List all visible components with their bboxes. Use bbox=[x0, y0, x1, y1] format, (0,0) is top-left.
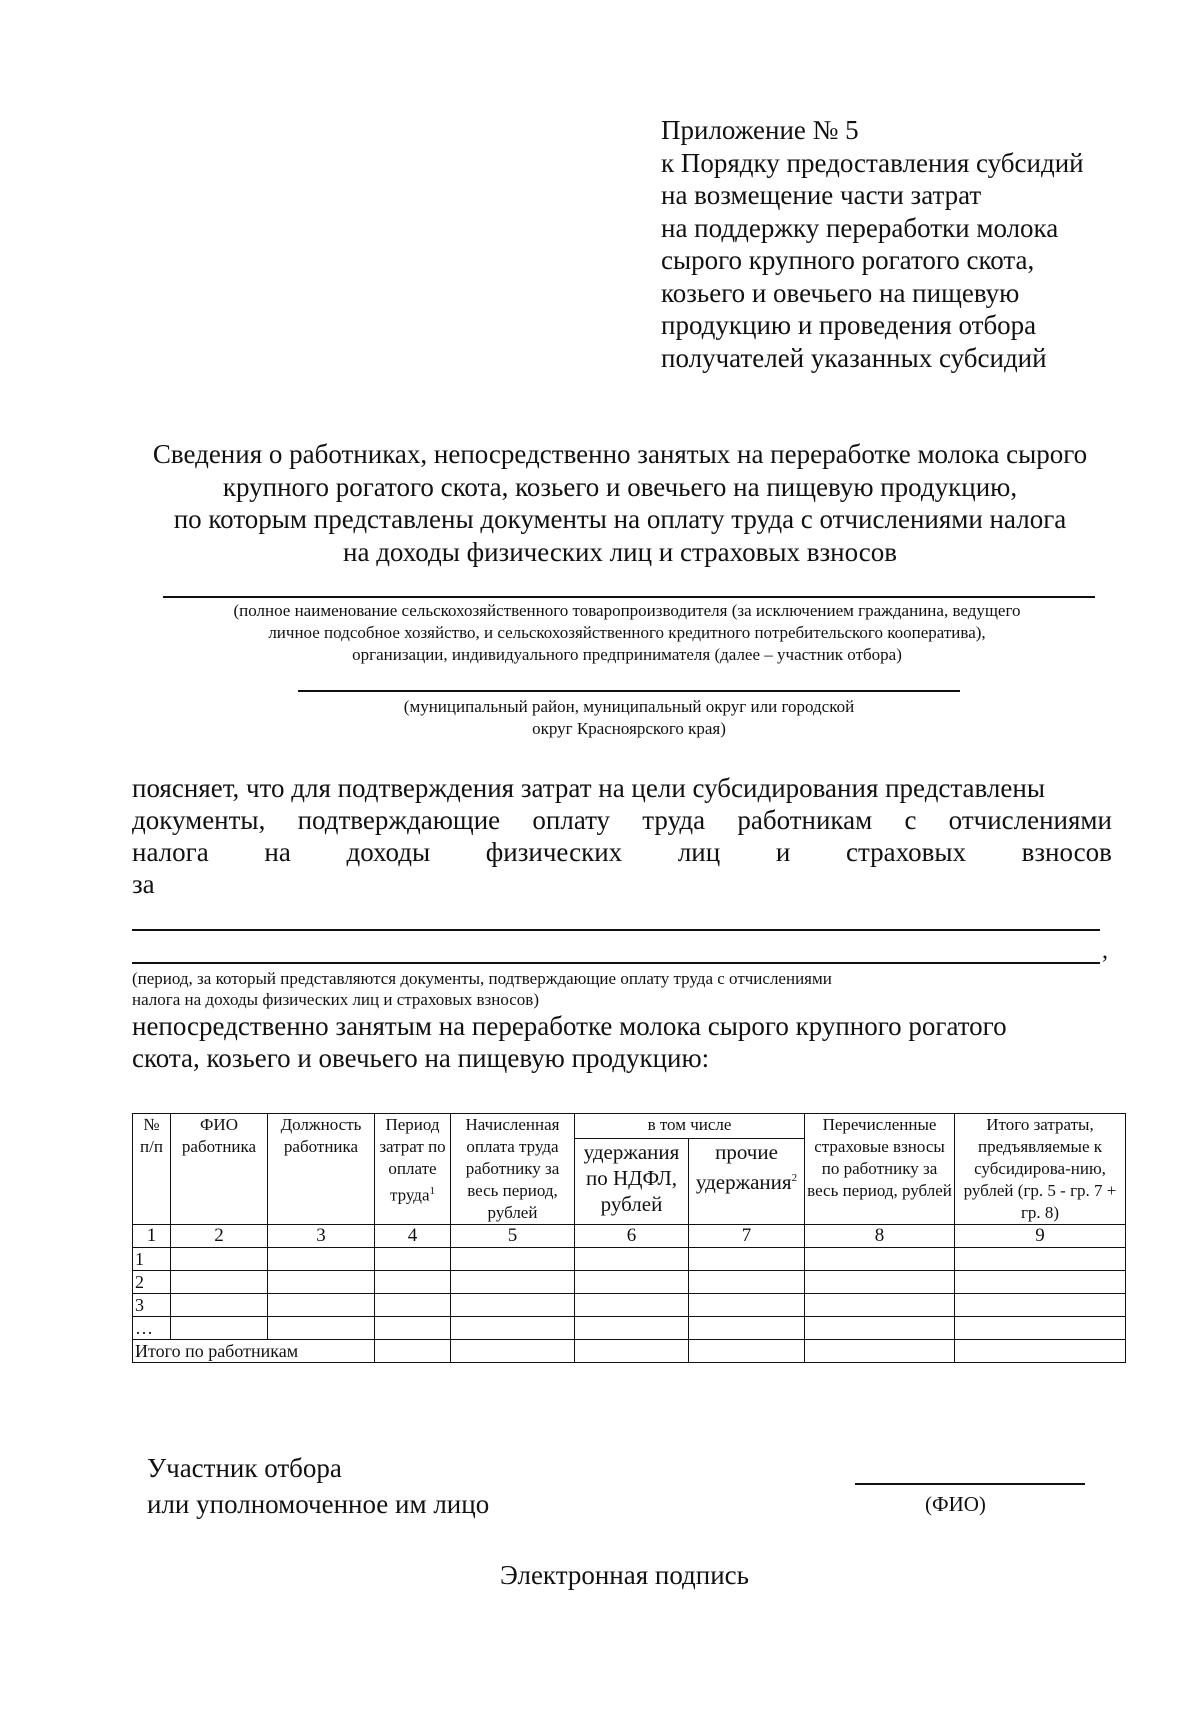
header-row bbox=[133, 1114, 1126, 1139]
municipality-note bbox=[298, 696, 960, 740]
column-number: 8 bbox=[805, 1225, 955, 1248]
participant-note bbox=[132, 600, 1122, 666]
table-cell[interactable] bbox=[805, 1271, 955, 1294]
table-cell[interactable] bbox=[171, 1317, 268, 1340]
table-cell[interactable] bbox=[575, 1317, 689, 1340]
row-number: 3 bbox=[133, 1294, 171, 1317]
word: документы, bbox=[132, 805, 266, 835]
electronic-signature: Электронная подпись bbox=[500, 1560, 749, 1590]
word: работникам bbox=[737, 805, 873, 835]
header-total: Итого затраты, предъявляемые к субсидирова-нию, рублей (гр. 5 - гр. 7 + гр. 8) bbox=[955, 1114, 1126, 1225]
table-cell[interactable] bbox=[575, 1271, 689, 1294]
fio-signature-line[interactable] bbox=[855, 1483, 1085, 1485]
appendix-line: на поддержку переработки молока bbox=[661, 212, 1059, 243]
paragraph-line: непосредственно занятым на переработке молока сырого крупного рогатого bbox=[132, 1011, 1007, 1041]
header-num: № п/п bbox=[133, 1114, 171, 1225]
signature-block bbox=[147, 1450, 489, 1522]
header-other bbox=[689, 1139, 805, 1225]
note-line bbox=[132, 968, 1114, 989]
table-cell[interactable] bbox=[171, 1294, 268, 1317]
word: отчислениями bbox=[948, 805, 1112, 835]
column-number-row bbox=[133, 1225, 1126, 1248]
word: лиц bbox=[677, 837, 721, 867]
table-cell[interactable] bbox=[575, 1340, 689, 1363]
table-cell[interactable] bbox=[955, 1271, 1126, 1294]
appendix-line: Приложение № 5 bbox=[661, 115, 859, 145]
table-cell[interactable] bbox=[689, 1294, 805, 1317]
paragraph-explains bbox=[132, 772, 1112, 900]
appendix-line: на возмещение части затрат bbox=[661, 180, 982, 210]
footnote-mark: 2 bbox=[791, 1172, 798, 1185]
header-ndfl: удержания по НДФЛ, рублей bbox=[575, 1139, 689, 1225]
appendix-line: продукцию и проведения отбора bbox=[661, 310, 1037, 340]
row-number: … bbox=[133, 1317, 171, 1340]
table-row bbox=[133, 1248, 1126, 1271]
appendix-header bbox=[661, 114, 1141, 374]
title-line: крупного рогатого скота, козьего и овечьего на пищевую продукцию, bbox=[222, 471, 1018, 502]
employees-table bbox=[132, 1113, 1126, 1363]
appendix-line: козьего и овечьего на пищевую bbox=[661, 277, 1020, 308]
table-cell[interactable] bbox=[268, 1317, 375, 1340]
table-cell[interactable] bbox=[451, 1248, 575, 1271]
note-line: налога на доходы физических лиц и страховых взносов) bbox=[132, 990, 539, 1009]
title-line: Сведения о работниках, непосредственно занятых на переработке молока сырого bbox=[152, 439, 1088, 469]
table-cell[interactable] bbox=[955, 1294, 1126, 1317]
paragraph-employed bbox=[132, 1010, 1112, 1074]
header-period-text: Период затрат по оплате труда bbox=[379, 1115, 446, 1205]
paragraph-line: скота, козьего и овечьего на пищевую продукцию: bbox=[132, 1043, 710, 1073]
table-cell[interactable] bbox=[451, 1271, 575, 1294]
table-row bbox=[133, 1271, 1126, 1294]
signature-line: или уполномоченное им лицо bbox=[147, 1489, 490, 1519]
table-cell[interactable] bbox=[268, 1248, 375, 1271]
note-line: личное подсобное хозяйство, и сельскохозяйственного кредитного потребительского кооператива), bbox=[268, 623, 986, 642]
column-number: 9 bbox=[955, 1225, 1126, 1248]
header-other-text: прочие удержания bbox=[695, 1140, 792, 1195]
table-cell[interactable] bbox=[451, 1294, 575, 1317]
table-cell[interactable] bbox=[171, 1248, 268, 1271]
table-cell[interactable] bbox=[375, 1271, 451, 1294]
note-text: (период, за который представляются документы, подтверждающие оплату труда с отчислениями bbox=[132, 969, 832, 988]
table-cell[interactable] bbox=[575, 1248, 689, 1271]
title-line: на доходы физических лиц и страховых взносов bbox=[343, 536, 897, 567]
footnote-mark: 1 bbox=[429, 1185, 436, 1197]
total-row bbox=[133, 1340, 1126, 1363]
document-title bbox=[120, 438, 1120, 568]
header-fio: ФИО работника bbox=[171, 1114, 268, 1225]
paragraph-text: поясняет, что для подтверждения затрат на цели субсидирования представлены bbox=[132, 773, 1045, 803]
title-line: по которым представлены документы на оплату труда с отчислениями налога bbox=[173, 504, 1067, 534]
fio-label: (ФИО) bbox=[925, 1492, 986, 1516]
signature-line: Участник отбора bbox=[147, 1453, 342, 1483]
paragraph-line bbox=[132, 836, 1112, 868]
header-accrued: Начисленная оплата труда работнику за весь период, рублей bbox=[451, 1114, 575, 1225]
column-number: 7 bbox=[689, 1225, 805, 1248]
note-line: округ Красноярского края) bbox=[532, 719, 726, 738]
word: труда bbox=[642, 805, 706, 835]
word: на bbox=[264, 837, 291, 867]
column-number: 4 bbox=[375, 1225, 451, 1248]
participant-name-line[interactable] bbox=[163, 596, 1095, 598]
row-number: 1 bbox=[133, 1248, 171, 1271]
table-cell[interactable] bbox=[689, 1340, 805, 1363]
table-row bbox=[133, 1317, 1126, 1340]
column-number: 3 bbox=[268, 1225, 375, 1248]
word: доходы bbox=[346, 837, 431, 867]
table-cell[interactable] bbox=[171, 1271, 268, 1294]
table-cell[interactable] bbox=[805, 1294, 955, 1317]
word: и bbox=[775, 837, 791, 867]
table-cell[interactable] bbox=[375, 1317, 451, 1340]
column-number: 6 bbox=[575, 1225, 689, 1248]
word: подтверждающие bbox=[297, 805, 501, 835]
header-contributions: Перечисленные страховые взносы по работнику за весь период, рублей bbox=[805, 1114, 955, 1225]
period-line-1[interactable] bbox=[132, 929, 1100, 931]
word: с bbox=[904, 805, 917, 835]
table-cell[interactable] bbox=[451, 1340, 575, 1363]
paragraph-line bbox=[132, 804, 1112, 836]
table-cell[interactable] bbox=[268, 1271, 375, 1294]
table-row bbox=[133, 1294, 1126, 1317]
appendix-line: сырого крупного рогатого скота, bbox=[661, 245, 1035, 275]
note-line: (муниципальный район, муниципальный округ или городской bbox=[403, 697, 855, 716]
table-cell[interactable] bbox=[451, 1317, 575, 1340]
word: оплату bbox=[532, 805, 611, 835]
word: налога bbox=[132, 837, 209, 867]
table-cell[interactable] bbox=[805, 1340, 955, 1363]
header-period bbox=[375, 1114, 451, 1225]
row-number: 2 bbox=[133, 1271, 171, 1294]
paragraph-line bbox=[132, 772, 1112, 804]
word: физических bbox=[485, 837, 623, 867]
word: взносов bbox=[1021, 837, 1112, 867]
column-number: 2 bbox=[171, 1225, 268, 1248]
table-cell[interactable] bbox=[375, 1248, 451, 1271]
period-comma: , bbox=[1102, 938, 1108, 964]
table-cell[interactable] bbox=[375, 1340, 451, 1363]
column-number: 1 bbox=[133, 1225, 171, 1248]
header-including: в том числе bbox=[575, 1114, 805, 1139]
municipality-line[interactable] bbox=[298, 690, 960, 692]
total-label: Итого по работникам bbox=[133, 1340, 375, 1363]
table-cell[interactable] bbox=[955, 1248, 1126, 1271]
table-cell[interactable] bbox=[689, 1317, 805, 1340]
header-position: Должность работника bbox=[268, 1114, 375, 1225]
table-cell[interactable] bbox=[955, 1317, 1126, 1340]
table-cell[interactable] bbox=[805, 1317, 955, 1340]
table-cell[interactable] bbox=[268, 1294, 375, 1317]
paragraph-line: за bbox=[132, 869, 155, 899]
period-line-2[interactable] bbox=[132, 962, 1100, 964]
table-cell[interactable] bbox=[689, 1248, 805, 1271]
word: страховых bbox=[846, 837, 966, 867]
table-cell[interactable] bbox=[575, 1294, 689, 1317]
note-line: организации, индивидуального предпринимателя (далее – участник отбора) bbox=[352, 645, 902, 664]
column-number: 5 bbox=[451, 1225, 575, 1248]
table-cell[interactable] bbox=[805, 1248, 955, 1271]
appendix-line: получателей указанных субсидий bbox=[661, 342, 1047, 373]
table-cell[interactable] bbox=[375, 1294, 451, 1317]
table-cell[interactable] bbox=[955, 1340, 1126, 1363]
table-cell[interactable] bbox=[689, 1271, 805, 1294]
note-line: (полное наименование сельскохозяйственного товаропроизводителя (за исключением гражданина, ведущего bbox=[233, 601, 1021, 620]
appendix-line: к Порядку предоставления субсидий bbox=[661, 147, 1084, 178]
period-note bbox=[132, 968, 1114, 1010]
